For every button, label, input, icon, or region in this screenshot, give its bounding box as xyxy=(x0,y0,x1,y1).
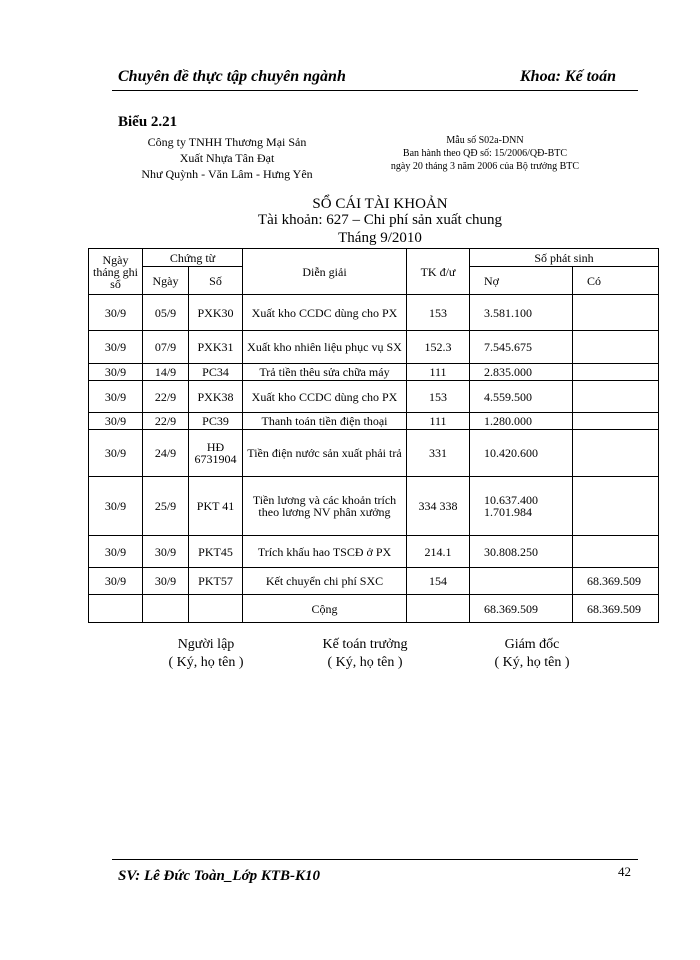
table-row xyxy=(89,413,659,430)
cell-debit xyxy=(470,568,573,595)
cell-credit xyxy=(573,364,659,381)
cell-description: Tiền lương và các khoản trích theo lương NV phân xưởng xyxy=(243,477,407,536)
cell-credit xyxy=(573,413,659,430)
cell-description: Trả tiền thêu sửa chữa máy xyxy=(243,364,407,381)
header-credit: Có xyxy=(573,267,659,295)
cell-debit: 10.637.400 1.701.984 xyxy=(470,477,573,536)
company-line: Công ty TNHH Thương Mại Sản xyxy=(147,135,307,149)
cell-day: 07/9 xyxy=(143,331,189,364)
signature-director xyxy=(452,636,612,672)
cell-description: Kết chuyển chi phí SXC xyxy=(243,568,407,595)
table-row xyxy=(89,364,659,381)
cell-date: 30/9 xyxy=(89,413,143,430)
table-row xyxy=(89,477,659,536)
cell-credit xyxy=(573,536,659,568)
header-date: Ngày tháng ghi sổ xyxy=(89,249,143,295)
cell-day: 14/9 xyxy=(143,364,189,381)
company-block xyxy=(112,134,342,182)
cell-date: 30/9 xyxy=(89,477,143,536)
cell-debit: 3.581.100 xyxy=(470,295,573,331)
cell-day: 05/9 xyxy=(143,295,189,331)
cell-description: Trích khấu hao TSCĐ ở PX xyxy=(243,536,407,568)
company-line: Như Quỳnh - Văn Lâm - Hưng Yên xyxy=(141,167,313,181)
cell-date: 30/9 xyxy=(89,568,143,595)
cell-number: PC39 xyxy=(189,413,243,430)
cell-date: 30/9 xyxy=(89,364,143,381)
cell-account: 154 xyxy=(407,568,470,595)
cell-date: 30/9 xyxy=(89,381,143,413)
table-row xyxy=(89,430,659,477)
cell-day: 30/9 xyxy=(143,568,189,595)
cell-day: 25/9 xyxy=(143,477,189,536)
cell-credit xyxy=(573,381,659,413)
total-row xyxy=(89,595,659,623)
cell-number: PKT45 xyxy=(189,536,243,568)
cell-account: 334 338 xyxy=(407,477,470,536)
table-row xyxy=(89,381,659,413)
header-day: Ngày xyxy=(143,267,189,295)
table-row xyxy=(89,331,659,364)
ledger-title: SỔ CÁI TÀI KHOẢN xyxy=(312,196,448,212)
cell-number: HĐ 6731904 xyxy=(189,430,243,477)
cell-credit xyxy=(573,477,659,536)
ledger-table xyxy=(88,248,659,623)
period-title: Tháng 9/2010 xyxy=(338,230,422,246)
cell-day: 22/9 xyxy=(143,381,189,413)
header-description: Diễn giải xyxy=(243,249,407,295)
signature-chief-accountant xyxy=(285,636,445,672)
cell-account: 214.1 xyxy=(407,536,470,568)
cell-credit xyxy=(573,331,659,364)
cell-day: 22/9 xyxy=(143,413,189,430)
header-left: Chuyên đề thực tập chuyên ngành xyxy=(118,68,346,85)
signature-role: Giám đốc xyxy=(504,637,560,652)
header-account: TK đ/ư xyxy=(407,249,470,295)
header-amount: Số phát sinh xyxy=(470,249,659,267)
cell-number: PC34 xyxy=(189,364,243,381)
cell-account: 152.3 xyxy=(407,331,470,364)
cell-credit xyxy=(573,295,659,331)
form-info-line: Ban hành theo QĐ số: 15/2006/QĐ-BTC xyxy=(402,148,568,159)
cell-number: PXK31 xyxy=(189,331,243,364)
header-number: Số xyxy=(189,267,243,295)
header-right: Khoa: Kế toán xyxy=(520,68,617,85)
cell-description: Thanh toán tiền điện thoại xyxy=(243,413,407,430)
table-row xyxy=(89,295,659,331)
total-credit: 68.369.509 xyxy=(573,595,659,623)
form-info xyxy=(360,134,610,173)
cell-credit xyxy=(573,430,659,477)
signature-role: Người lập xyxy=(177,637,235,652)
total-debit: 68.369.509 xyxy=(470,595,573,623)
cell-number: PXK30 xyxy=(189,295,243,331)
cell-date: 30/9 xyxy=(89,295,143,331)
cell-description: Tiền điện nước sản xuất phải trả xyxy=(243,430,407,477)
signature-preparer xyxy=(126,636,286,672)
cell-date: 30/9 xyxy=(89,536,143,568)
cell-date: 30/9 xyxy=(89,430,143,477)
cell-day: 24/9 xyxy=(143,430,189,477)
footer-rule xyxy=(112,859,638,860)
account-title: Tài khoản: 627 – Chi phí sản xuất chung xyxy=(257,212,503,228)
cell-description: Xuất kho nhiên liệu phục vụ SX xyxy=(243,331,407,364)
signature-note: ( Ký, họ tên ) xyxy=(494,655,570,670)
cell-account: 331 xyxy=(407,430,470,477)
total-label: Cộng xyxy=(243,595,407,623)
table-row xyxy=(89,536,659,568)
cell-number: PKT 41 xyxy=(189,477,243,536)
cell-debit: 10.420.600 xyxy=(470,430,573,477)
signature-role: Kế toán trưởng xyxy=(322,637,408,652)
cell-number: PKT57 xyxy=(189,568,243,595)
cell-debit: 2.835.000 xyxy=(470,364,573,381)
company-line: Xuất Nhựa Tân Đạt xyxy=(179,151,275,165)
header-debit: Nợ xyxy=(470,267,573,295)
form-label: Biểu 2.21 xyxy=(118,114,178,130)
cell-date: 30/9 xyxy=(89,331,143,364)
table-row xyxy=(89,568,659,595)
header-rule xyxy=(112,90,638,91)
cell-debit: 7.545.675 xyxy=(470,331,573,364)
cell-debit: 4.559.500 xyxy=(470,381,573,413)
cell-description: Xuất kho CCDC dùng cho PX xyxy=(243,381,407,413)
page-number: 42 xyxy=(618,864,631,879)
cell-account: 153 xyxy=(407,295,470,331)
footer-student: SV: Lê Đức Toàn_Lớp KTB-K10 xyxy=(118,868,321,884)
cell-number: PXK38 xyxy=(189,381,243,413)
cell-account: 153 xyxy=(407,381,470,413)
cell-account: 111 xyxy=(407,413,470,430)
cell-debit: 30.808.250 xyxy=(470,536,573,568)
cell-account: 111 xyxy=(407,364,470,381)
cell-day: 30/9 xyxy=(143,536,189,568)
cell-debit: 1.280.000 xyxy=(470,413,573,430)
header-voucher: Chứng từ xyxy=(143,249,243,267)
form-info-line: ngày 20 tháng 3 năm 2006 của Bộ trưởng BTC xyxy=(390,161,580,172)
cell-credit: 68.369.509 xyxy=(573,568,659,595)
cell-description: Xuất kho CCDC dùng cho PX xyxy=(243,295,407,331)
form-info-line: Mẫu số S02a-DNN xyxy=(446,135,524,146)
signature-note: ( Ký, họ tên ) xyxy=(327,655,403,670)
signature-note: ( Ký, họ tên ) xyxy=(168,655,244,670)
